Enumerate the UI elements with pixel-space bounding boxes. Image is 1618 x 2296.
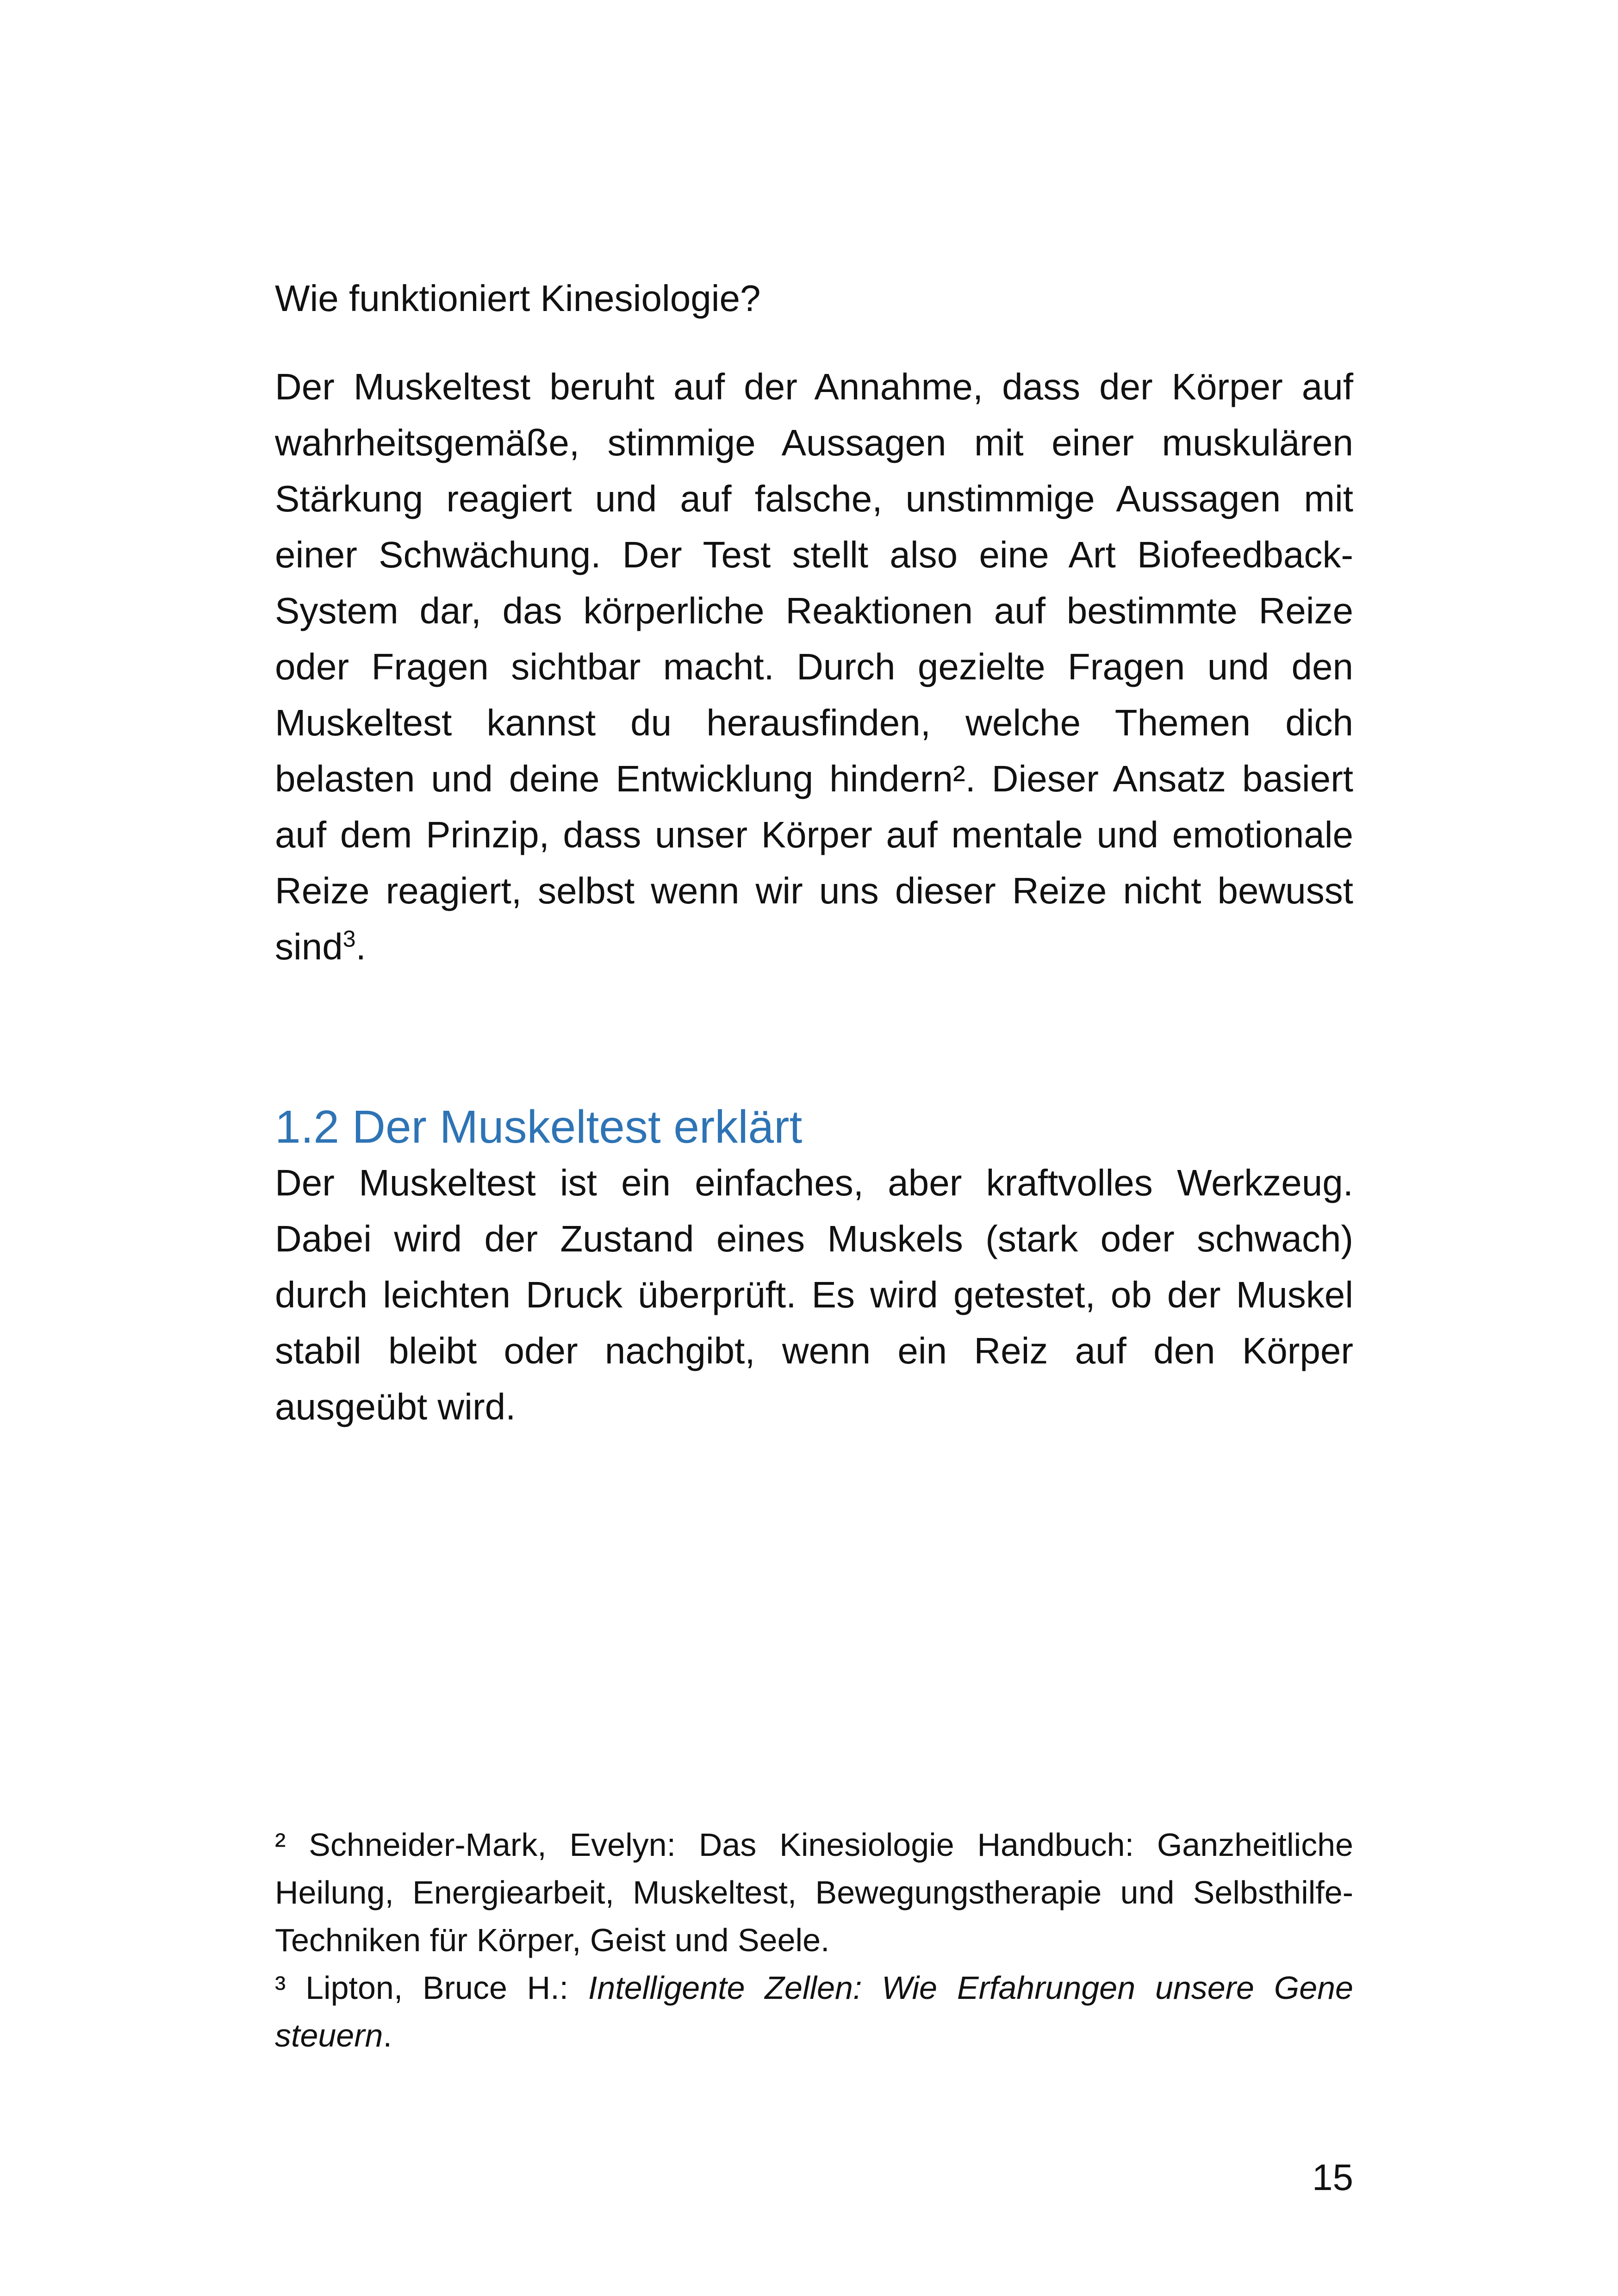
footnote-text: Schneider-Mark, Evelyn: Das Kinesiologie Handbuch: Ganzheitliche Heilung, Energiearbeit, Muskeltest, Bewegungstherapie und Selbsthilfe-Techniken für Körper, Geist und Seele. xyxy=(275,1827,1353,1958)
footnote-book-title: Intelligente Zellen: Wie Erfahrungen unsere Gene steuern xyxy=(275,1970,1353,2053)
section-heading: 1.2 Der Muskeltest erklärt xyxy=(275,1101,803,1153)
paragraph-muscle-test: Der Muskeltest ist ein einfaches, aber kraftvolles Werkzeug. Dabei wird der Zustand eines Muskels (stark oder schwach) durch leichten Druck überprüft. Es wird getestet, ob der Muskel stabil bleibt oder nachgibt, wenn ein Reiz auf den Körper ausgeübt wird. xyxy=(275,1162,1353,1427)
footnote-marker: ² xyxy=(275,1827,286,1863)
footnote-ref-3[interactable]: 3 xyxy=(342,926,356,952)
footnote-3 xyxy=(275,1964,1353,2060)
paragraph-text-continued: . Dieser Ansatz basiert auf dem Prinzip, dass unser Körper auf mentale und emotionale Reize reagiert, selbst wenn wir uns dieser Reize nicht bewusst sind xyxy=(275,758,1353,967)
footnote-marker: ³ xyxy=(275,1970,286,2006)
footnote-text-end: . xyxy=(383,2017,392,2053)
paragraph-text: Der Muskeltest beruht auf der Annahme, dass der Körper auf wahrheitsgemäße, stimmige Aussagen mit einer muskulären Stärkung reagiert und auf falsche, unstimmige Aussagen mit einer Schwächung. Der Test stellt also eine Art Biofeedback-System dar, das körperliche Reaktionen auf bestimmte Reize oder Fragen sichtbar macht. Durch gezielte Fragen und den Muskeltest kannst du herausfinden, welche Themen dich belasten und deine Entwicklung hindern xyxy=(275,366,1353,799)
subheading: Wie funktioniert Kinesiologie? xyxy=(275,278,761,319)
page-number: 15 xyxy=(1312,2157,1353,2198)
footnote-ref-2[interactable]: ² xyxy=(953,758,965,799)
paragraph-text-end: . xyxy=(355,926,366,967)
footnote-2 xyxy=(275,1821,1353,1964)
footnotes xyxy=(275,1821,1353,2060)
footnote-text: Lipton, Bruce H.: xyxy=(286,1970,588,2006)
paragraph-kinesiology xyxy=(275,359,1353,975)
